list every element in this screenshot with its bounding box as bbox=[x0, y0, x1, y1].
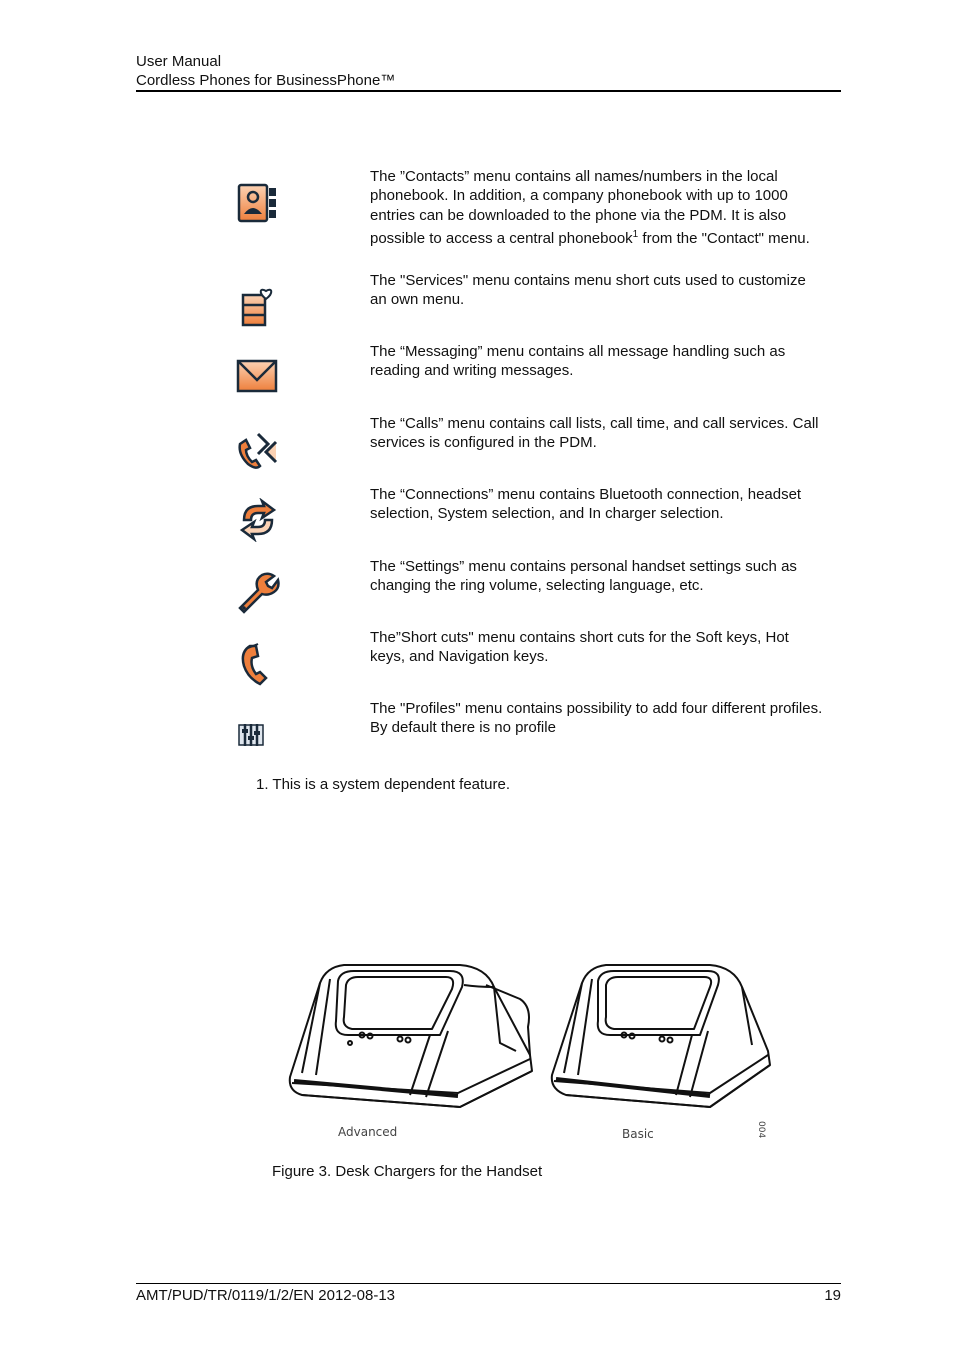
menu-description-calls: The “Calls” menu contains call lists, call time, and call services. Call services is configured in the PDM. bbox=[370, 415, 819, 452]
basic-charger-drawing bbox=[552, 965, 770, 1107]
figure-code: 004 bbox=[756, 1121, 766, 1139]
footer-doc-id: AMT/PUD/TR/0119/1/2/EN 2012-08-13 bbox=[136, 1287, 396, 1304]
calls-icon bbox=[236, 428, 280, 472]
advanced-charger-drawing bbox=[290, 965, 532, 1107]
footer-rule bbox=[136, 1283, 841, 1284]
header-rule bbox=[136, 90, 841, 92]
services-icon bbox=[236, 285, 280, 329]
settings-icon bbox=[236, 570, 280, 614]
figure-caption: Figure 3. Desk Chargers for the Handset bbox=[272, 1163, 543, 1180]
menu-description-profiles: The "Profiles" menu contains possibility to add four different profiles. By default there is no profile bbox=[370, 700, 823, 737]
menu-description-services: The "Services" menu contains menu short cuts used to customize an own menu. bbox=[370, 272, 806, 309]
menu-description-connections: The “Connections” menu contains Bluetooth connection, headset selection, System selection, and In charger selection. bbox=[370, 486, 802, 523]
page-number: 19 bbox=[824, 1287, 841, 1304]
header-title: User Manual bbox=[136, 53, 222, 70]
menu-description-messaging: The “Messaging” menu contains all message handling such as reading and writing messages. bbox=[370, 343, 786, 380]
figure-label-advanced: Advanced bbox=[338, 1125, 398, 1139]
menu-description-contacts: The ”Contacts” menu contains all names/numbers in the local phonebook. In addition, a company phonebook with up to 1000 entries can be downloaded to the phone via the PDM. It is also possible to access a central phonebook$^1$ from the "Contact" menu. bbox=[370, 168, 810, 247]
menu-description-shortcuts: The”Short cuts" menu contains short cuts for the Soft keys, Hot keys, and Navigation keys. bbox=[370, 629, 789, 666]
shortcuts-icon bbox=[236, 642, 280, 686]
contacts-icon bbox=[236, 182, 280, 226]
footnote: 1. This is a system dependent feature. bbox=[256, 776, 511, 793]
figure-label-basic: Basic bbox=[622, 1127, 654, 1141]
connections-icon bbox=[236, 498, 280, 542]
profiles-icon bbox=[236, 720, 280, 764]
messaging-icon bbox=[236, 356, 280, 400]
menu-description-settings: The “Settings” menu contains personal handset settings such as changing the ring volume, selecting language, etc. bbox=[370, 558, 797, 595]
header-subtitle: Cordless Phones for BusinessPhone™ bbox=[136, 72, 396, 89]
